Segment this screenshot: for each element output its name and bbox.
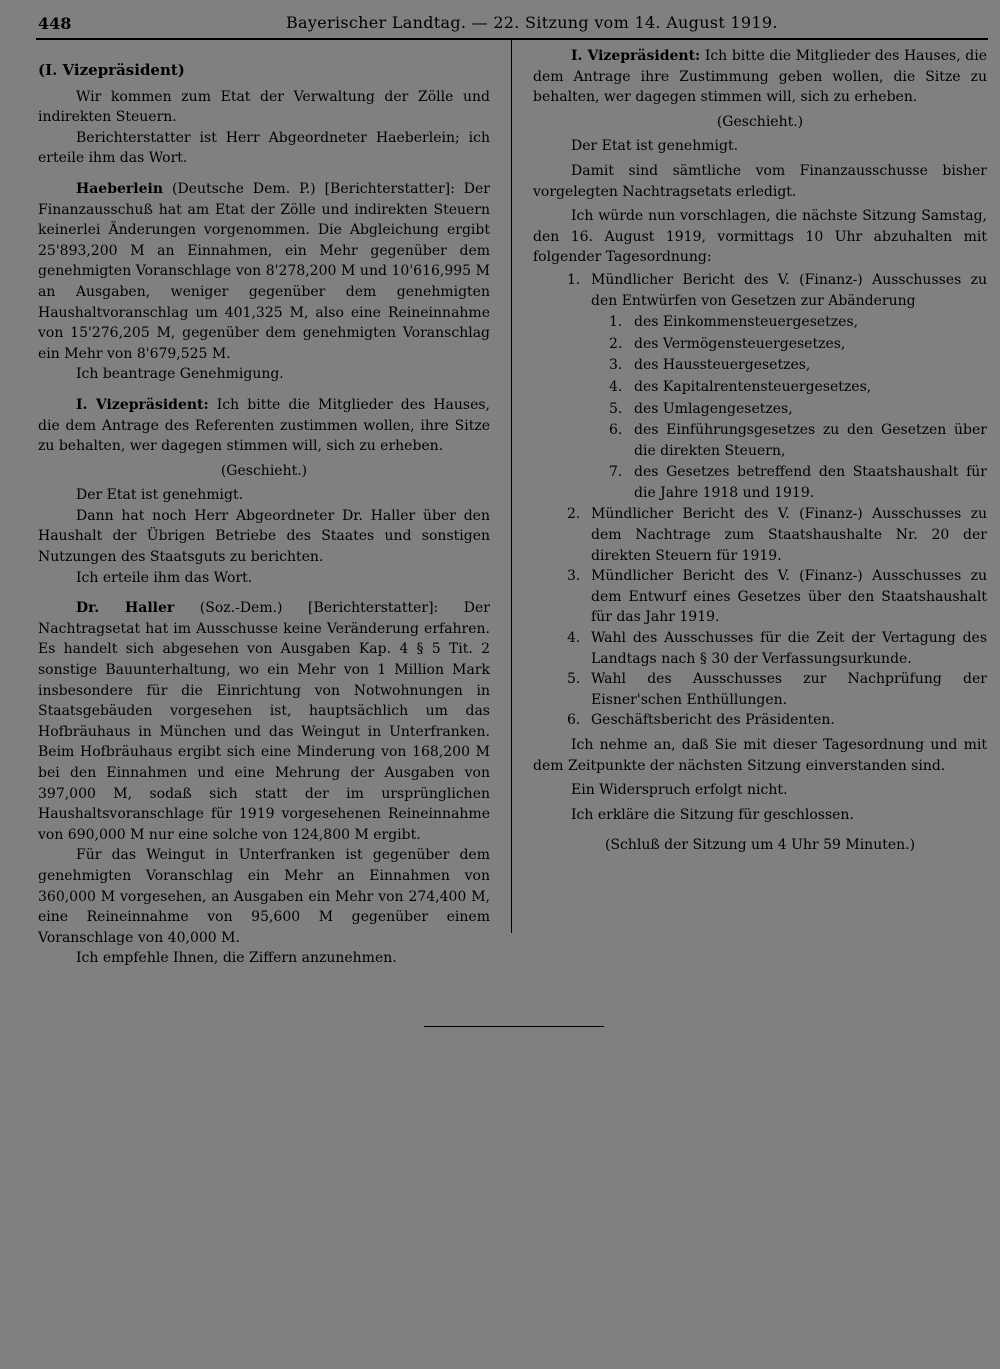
speech-text: Ich bitte die Mitglieder des Hauses, die dem Antrage des Referenten zustimmen wollen, ihre Sitze zu behalten, wer dagegen stimmen will, sich zu erheben.	[38, 396, 490, 455]
paragraph: Ich empfehle Ihnen, die Ziffern anzunehmen.	[76, 950, 397, 967]
paragraph: Ich würde nun vorschlagen, die nächste Sitzung Samstag, den 16. August 1919, vormittags 10 Uhr abzuhalten mit folgender Tagesordnung:	[533, 208, 987, 266]
paragraph: Damit sind sämtliche vom Finanzausschusse bisher vorgelegten Nachtragsetats erledigt.	[533, 162, 987, 200]
subitem-text: des Haussteuergesetzes,	[634, 357, 811, 374]
agenda-list	[533, 270, 987, 731]
speech-paragraph	[38, 179, 490, 364]
subitem-number: 7.	[609, 464, 623, 481]
speech-text: (Deutsche Dem. P.) [Berichterstatter]: Der Finanzausschuß hat am Etat der Zölle und indirekten Steuern keinerlei Änderungen vorgenommen. Die Abgleichung ergibt 25'893,200 M an Einnahmen, ein Mehr gegenüber dem genehmigten Voranschlage von 8'278,200 M und 10'616,995 M an Ausgaben, weniger gegenüber dem genehmigten Haushaltvoranschlag um 401,325 M, also eine Reineinnahme von 15'276,205 M, gegenüber dem genehmigten Voranschlag ein Mehr von 8'679,525 M.	[38, 180, 490, 362]
agenda-number: 2.	[567, 506, 581, 523]
subitem-text: des Gesetzes betreffend den Staatshaushalt für die Jahre 1918 und 1919.	[634, 464, 987, 501]
subitem-number: 6.	[609, 422, 623, 439]
subitem-number: 5.	[609, 400, 623, 417]
agenda-text: Mündlicher Bericht des V. (Finanz-) Ausschusses zu den Entwürfen von Gesetzen zur Abänderung	[591, 271, 987, 309]
paragraph: Wir kommen zum Etat der Verwaltung der Zölle und indirekten Steuern.	[38, 88, 490, 126]
agenda-text: Wahl des Ausschusses zur Nachprüfung der Eisner'schen Enthüllungen.	[591, 671, 987, 708]
paragraph: Berichterstatter ist Herr Abgeordneter Haeberlein; ich erteile ihm das Wort.	[38, 129, 490, 167]
subitem-text: des Vermögensteuergesetzes,	[634, 335, 846, 352]
agenda-number: 4.	[567, 630, 581, 647]
speech-paragraph	[38, 598, 490, 845]
agenda-item	[533, 628, 987, 669]
paragraph: Der Etat ist genehmigt.	[571, 138, 739, 155]
paragraph: Ich nehme an, daß Sie mit dieser Tagesordnung und mit dem Zeitpunkte der nächsten Sitzung einverstanden sind.	[533, 737, 987, 774]
agenda-item	[533, 710, 987, 731]
speaker-name: I. Vizepräsident:	[76, 396, 209, 413]
speaker-name: I. Vizepräsident:	[571, 48, 701, 64]
subitem-number: 2.	[609, 335, 623, 352]
speaker-name: Haeberlein	[76, 180, 164, 197]
left-column	[38, 60, 490, 969]
agenda-subitem	[591, 312, 987, 333]
agenda-number: 3.	[567, 568, 581, 585]
agenda-item	[533, 504, 987, 566]
speaker-heading: (I. Vizepräsident)	[38, 61, 185, 79]
agenda-text: Mündlicher Bericht des V. (Finanz-) Ausschusses zu dem Nachtrage zum Staatshaushalte Nr. 20 der direkten Steuern für 1919.	[591, 506, 987, 564]
agenda-number: 6.	[567, 712, 581, 729]
subitem-text: des Umlagengesetzes,	[634, 400, 793, 417]
speech-paragraph	[533, 46, 987, 108]
end-rule	[424, 1026, 604, 1027]
stage-direction: (Geschieht.)	[220, 462, 308, 479]
paragraph: Ich beantrage Genehmigung.	[76, 366, 284, 383]
page-number: 448	[38, 14, 72, 33]
closing-note: (Schluß der Sitzung um 4 Uhr 59 Minuten.)	[604, 837, 916, 854]
agenda-subitem	[591, 377, 987, 398]
agenda-subitem	[591, 355, 987, 376]
agenda-text: Geschäftsbericht des Präsidenten.	[591, 712, 835, 729]
speech-text: (Soz.-Dem.) [Berichterstatter]: Der Nachtragsetat hat im Ausschusse keine Veränderung erfahren. Es handelt sich abgesehen von Ausgaben Kap. 4 § 5 Tit. 2 sonstige Bauunterhaltung, wo ein Mehr von 1 Million Mark insbesondere für die Einrichtung von Notwohnungen in Staatsgebäuden vorgesehen ist, hauptsächlich um das Hofbräuhaus in München und das Weingut in Unterfranken. Beim Hofbräuhaus ergibt sich eine Minderung von 168,200 M bei den Einnahmen und eine Mehrung der Ausgaben von 397,000 M, sodaß sich statt der im ursprünglichen Haushaltsvoranschlage für 1919 vorgesehenen Reineinnahme von 690,000 M nur eine solche von 124,800 M ergibt.	[38, 600, 490, 843]
subitem-text: des Kapitalrentensteuergesetzes,	[634, 378, 872, 395]
agenda-text: Wahl des Ausschusses für die Zeit der Vertagung des Landtags nach § 30 der Verfassungsurkunde.	[591, 630, 987, 667]
agenda-number: 1.	[567, 271, 581, 288]
column-divider	[511, 40, 512, 933]
agenda-text: Mündlicher Bericht des V. (Finanz-) Ausschusses zu dem Entwurf eines Gesetzes über den Staatshaushalt für das Jahr 1919.	[591, 568, 987, 626]
speech-paragraph	[38, 395, 490, 457]
paragraph: Ich erteile ihm das Wort.	[76, 569, 253, 586]
agenda-item	[533, 566, 987, 628]
speaker-name: Dr. Haller	[76, 600, 175, 617]
subitem-text: des Einkommensteuergesetzes,	[634, 314, 859, 331]
agenda-subitem	[591, 399, 987, 420]
right-column	[533, 46, 987, 856]
paragraph: Dann hat noch Herr Abgeordneter Dr. Haller über den Haushalt der Übrigen Betriebe des Staates und sonstigen Nutzungen des Staatsguts zu berichten.	[38, 507, 490, 566]
subitem-number: 1.	[609, 314, 623, 331]
agenda-item	[533, 270, 987, 504]
paragraph: Ein Widerspruch erfolgt nicht.	[571, 782, 788, 799]
stage-direction: (Geschieht.)	[716, 113, 804, 130]
subitem-number: 3.	[609, 357, 623, 374]
running-title: Bayerischer Landtag. — 22. Sitzung vom 14. August 1919.	[286, 13, 778, 32]
paragraph: Ich erkläre die Sitzung für geschlossen.	[571, 806, 854, 823]
agenda-subitem	[591, 462, 987, 503]
subitem-text: des Einführungsgesetzes zu den Gesetzen über die direkten Steuern,	[634, 422, 987, 459]
agenda-number: 5.	[567, 671, 581, 688]
agenda-subitem	[591, 334, 987, 355]
subitem-number: 4.	[609, 378, 623, 395]
page-header	[36, 10, 988, 36]
speech-text: Ich bitte die Mitglieder des Hauses, die dem Antrage ihre Zustimmung geben wollen, die Sitze zu behalten, wer dagegen stimmen will, sich zu erheben.	[533, 48, 987, 106]
header-rule	[36, 38, 988, 40]
agenda-subitem	[591, 420, 987, 461]
paragraph: Für das Weingut in Unterfranken ist gegenüber dem genehmigten Voranschlag ein Mehr an Einnahmen von 360,000 M vorgesehen, an Ausgaben ein Mehr von 274,400 M, eine Reineinnahme von 95,600 M gegenüber einem Voranschlage von 40,000 M.	[38, 847, 490, 946]
paragraph: Der Etat ist genehmigt.	[76, 487, 244, 504]
agenda-item	[533, 669, 987, 710]
agenda-sublist	[591, 312, 987, 503]
